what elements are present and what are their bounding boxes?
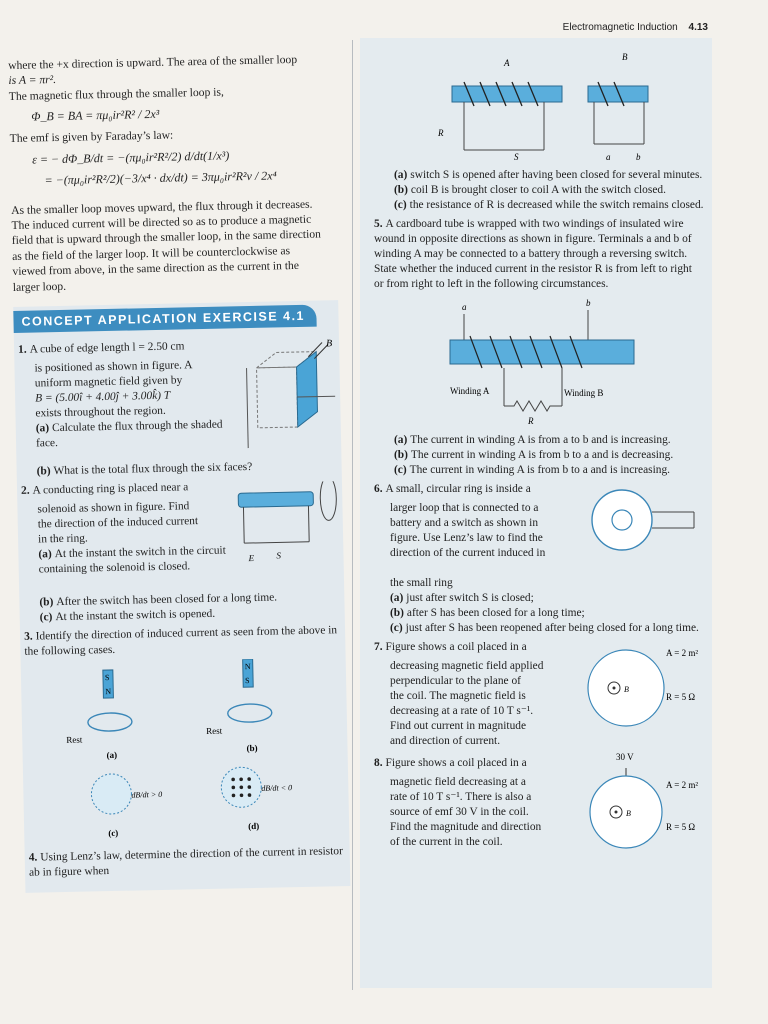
area-label: A = 2 m²	[666, 780, 699, 790]
terminal-b: b	[586, 298, 591, 308]
q8-line: rate of 10 T s⁻¹. There is also a	[390, 791, 532, 803]
question-7	[374, 640, 704, 752]
para-line: The induced current will be directed so as to produce a magnetic	[11, 212, 312, 232]
field-B: B	[624, 685, 629, 694]
q7-line: perpendicular to the plane of	[390, 675, 521, 687]
winding-b-label: Winding B	[564, 388, 604, 398]
q8-line: of the current in the coil.	[390, 836, 503, 848]
q6-line: battery and a switch as shown in	[390, 517, 539, 529]
q7-line: decreasing at a rate of 10 T s⁻¹.	[390, 705, 534, 717]
q7-line: the coil. The magnetic field is	[390, 690, 526, 702]
q4-part-b: coil B is brought closer to coil A with the switch closed.	[410, 184, 666, 196]
q1-part-a: Calculate the flux through the shaded face.	[35, 418, 223, 450]
para-line: larger loop.	[12, 279, 67, 294]
magnet-pole-s: S	[104, 673, 110, 683]
equation-emf-result: = −(πμ₀ir²R²/2)(−3/x⁴ · dx/dt) = 3πμ₀ir²R²v / 2x⁴	[44, 168, 277, 187]
q1-part-b: What is the total flux through the six faces?	[53, 461, 253, 478]
q-number: 2.	[20, 484, 30, 497]
q6-line: the small ring	[390, 577, 453, 589]
q5-part-b: The current in winding A is from b to a and is decreasing.	[410, 449, 674, 461]
q1-line: uniform magnetic field given by	[34, 374, 183, 390]
q6-line: A small, circular ring is inside a	[385, 483, 531, 495]
resistance-label: R = 5 Ω	[666, 692, 696, 702]
question-8	[374, 752, 704, 856]
case-d-label: (d)	[248, 820, 260, 832]
dbdt-negative: dB/dt < 0	[261, 783, 293, 793]
intro-line-1: where the +x direction is upward. The area of the smaller loop	[8, 52, 298, 72]
page-header	[563, 22, 708, 33]
q6-part-c: just after S has been reopened after being closed for a long time.	[405, 622, 699, 634]
q2-part-c: At the instant the switch is opened.	[55, 607, 216, 624]
q2-line: A conducting ring is placed near a	[32, 481, 189, 497]
winding-figure	[374, 296, 694, 428]
q6-part-b: after S has been closed for a long time;	[406, 607, 585, 619]
chapter-title: Electromagnetic Induction	[562, 22, 678, 33]
q6-part-a: just after switch S is closed;	[406, 592, 534, 604]
column-divider	[352, 40, 353, 990]
resistance-label: R = 5 Ω	[666, 822, 696, 832]
coil-q8-figure	[586, 748, 706, 854]
explanation-paragraph	[11, 196, 338, 295]
intro-line-2: is A = πr².	[8, 73, 57, 88]
magnet-pole-n: N	[105, 687, 112, 697]
q7-line: decreasing magnetic field applied	[390, 660, 544, 672]
q1-line: is positioned as shown in figure. A	[34, 359, 193, 375]
question-1: 1. A cube of edge length l = 2.50 cm is positioned as shown in figure. A uniform magnetic field given by B = (5.00î + 4.00ĵ + 3.00k̂) T exists throughout the region. (a) Calculate the flux through the shaded face. B	[18, 336, 336, 473]
case-c-label: (c)	[108, 827, 119, 839]
q4-part-a: switch S is opened after having been closed for several minutes.	[410, 169, 703, 181]
concept-application-box: CONCEPT APPLICATION EXERCISE 4.1 1. A cube of edge length l = 2.50 cm is positioned as shown in figure. A uniform magnetic field given by B = (5.00î + 4.00ĵ + 3.00k̂) T exists throughout the region. (a) Calculate the flux through the shaded face. B (b) What is the total flux through the six faces? 2. A conducting ring is placed near a solenoid as shown in figure. Find the direction of the induced current in the ring. (a) At the instant the switch in the circuit containing the solenoid is closed. E S (b) After the switch has been closed for a long time. (c) At the instant the switch is opened. 3. Identify the direction of induced current as seen from the above in the following cases. S N Rest (a) N S Rest (b) dB/dt > 0 (c) dB/dt < 0 (d) 4. Using Lenz’s law, determine the direction of the current in resistor ab in figure when	[13, 300, 350, 893]
q1-line: A cube of edge length l = 2.50 cm	[29, 340, 185, 356]
area-label: A = 2 m²	[666, 648, 699, 658]
label-A: A	[504, 58, 510, 68]
q7-line: Find out current in magnitude	[390, 720, 527, 732]
terminal-a: a	[462, 302, 467, 312]
case-b-label: (b)	[246, 742, 258, 754]
q4-text: Using Lenz’s law, determine the direction of the current in resistor ab in figure when	[28, 845, 343, 879]
label-S: S	[514, 152, 519, 162]
question-5	[374, 217, 704, 292]
q7-line: and direction of current.	[390, 735, 501, 747]
case-a-label: (a)	[106, 749, 118, 761]
q5-part-a: The current in winding A is from a to b and is increasing.	[410, 434, 671, 446]
q2-line: the direction of the induced current	[37, 515, 199, 531]
rest-label: Rest	[66, 734, 83, 745]
q1-field: B = (5.00î + 4.00ĵ + 3.00k̂) T	[35, 389, 171, 405]
field-label: B	[325, 338, 333, 350]
para-line: as the field of the larger loop. It will be counterclockwise as	[12, 243, 291, 263]
q-number: 3.	[24, 630, 33, 643]
question-2: 2. A conducting ring is placed near a solenoid as shown in figure. Find the direction of the induced current in the ring. (a) At the instant the switch in the circuit containing the solenoid is closed. E S	[21, 477, 338, 596]
q2-part-a: At the instant the switch in the circuit containing the solenoid is closed.	[38, 544, 226, 576]
dbdt-positive: dB/dt > 0	[131, 789, 163, 800]
q-number: 4.	[28, 851, 38, 864]
equation-emf: ε = − dΦ_B/dt = −(πμ₀ir²R²/2) d/dt(1/x³)	[31, 148, 230, 167]
q-number: 8.	[374, 757, 383, 769]
resistor-R: R	[528, 416, 534, 426]
intro-line-3: The magnetic flux through the smaller loop is,	[8, 85, 224, 103]
label-b: b	[636, 152, 641, 162]
cube-figure	[236, 336, 338, 458]
q-number: 5.	[374, 218, 383, 230]
magnet-loop-figure	[25, 657, 344, 844]
para-line: viewed from above, in the same direction as the current in the	[12, 259, 300, 279]
q2-part-b: After the switch has been closed for a long time.	[56, 591, 278, 609]
q6-line: figure. Use Lenz’s law to find the	[390, 532, 543, 544]
q8-line: Figure shows a coil placed in a	[385, 757, 527, 769]
coil-ab-figure	[374, 38, 694, 163]
q-number: 1.	[17, 343, 27, 356]
q6-line: larger loop that is connected to a	[390, 502, 539, 514]
q3-text: Identify the direction of induced current as seen from the above in the following cases.	[24, 624, 338, 658]
q5-part-c: The current in winding A is from b to a and is increasing.	[409, 464, 671, 476]
q8-line: source of emf 30 V in the coil.	[390, 806, 529, 818]
q4-part-c: the resistance of R is decreased while the switch remains closed.	[409, 199, 704, 211]
q-number: 7.	[374, 641, 383, 653]
label-R: R	[438, 128, 444, 138]
intro-line-4: The emf is given by Faraday’s law:	[9, 128, 174, 146]
label-E: E	[248, 553, 255, 564]
right-column: A B R S a b (a) switch S is opened after having been closed for several minutes. (b) coil B is brought closer to coil A with the switch closed. (c) the resistance of R is decreased while the switch remains closed. 5. A cardboard tube is wrapped with two windings of insulated wire wound in opposite directions as shown in figure. Terminals a and b of winding A may be connected to a battery through a reversing switch. State whether the induced current in the resistor R is from left to right or from right to left in the following circumstances. a b Winding A Winding B R (a) The current in winding A is from a to b and is increasing. (b) The current in winding A is from b to a and is decreasing. (c) The current in winding A is from b to a and is increasing. 6. A small, circular ring is inside a larger loop that is connected to a battery and a switch as shown in figure. Use Lenz’s law to find the direction of the current induced in the small ring (a) just after switch S is closed; (b) after S has been closed for a long time; (c) just after S has been reopened after being closed for a long time. 7. Figure shows a coil placed in a decreasing magnetic field applied perpendicular to the plane of the coil. The magnetic field is decreasing at a rate of 10 T s⁻¹. Find out current in magnitude and direction of current. B A = 2 m² R = 5 Ω 8. Figure shows a coil placed in a magnetic field decreasing at a rate of 10 T s⁻¹. There is also a source of emf 30 V in the coil. Find the magnitude and direction of the current in the coil. 30 V B A = 2 m² R = 5 Ω	[360, 38, 712, 988]
label-a: a	[606, 152, 611, 162]
q8-line: magnetic field decreasing at a	[390, 776, 526, 788]
winding-a-label: Winding A	[450, 386, 490, 396]
q2-line: in the ring.	[37, 532, 88, 546]
para-line: field that is upward through the smaller loop, in the same direction	[11, 227, 321, 248]
magnet-pole-n: N	[244, 662, 251, 672]
q7-line: Figure shows a coil placed in a	[385, 641, 527, 653]
coil-q7-figure	[586, 644, 706, 744]
equation-flux: Φ_B = BA = πμ₀ir²R² / 2x³	[31, 107, 160, 124]
solenoid-figure	[233, 481, 340, 568]
label-B: B	[622, 52, 628, 62]
left-column	[8, 51, 353, 1008]
q6-line: direction of the current induced in	[390, 547, 546, 559]
q-number: 6.	[374, 483, 383, 495]
magnet-pole-s: S	[244, 676, 250, 686]
ring-loop-figure	[586, 482, 701, 562]
page-number: 4.13	[688, 22, 708, 33]
emf-label: 30 V	[616, 752, 634, 762]
box-title: CONCEPT APPLICATION EXERCISE 4.1	[13, 305, 317, 333]
rest-label: Rest	[206, 725, 223, 737]
para-line: As the smaller loop moves upward, the flux through it decreases.	[11, 197, 313, 217]
q8-line: Find the magnitude and direction	[390, 821, 542, 833]
label-S: S	[276, 550, 282, 561]
question-6	[374, 482, 704, 576]
q1-line: exists throughout the region.	[35, 404, 166, 420]
q2-line: solenoid as shown in figure. Find	[37, 500, 190, 516]
field-B: B	[626, 809, 631, 818]
q5-text: A cardboard tube is wrapped with two windings of insulated wire wound in opposite directions as shown in figure. Terminals a and b of winding A may be connected to a battery through a reversing switch. State whether the induced current in the resistor R is from left to right or from right to left in the following circumstances.	[374, 218, 692, 290]
